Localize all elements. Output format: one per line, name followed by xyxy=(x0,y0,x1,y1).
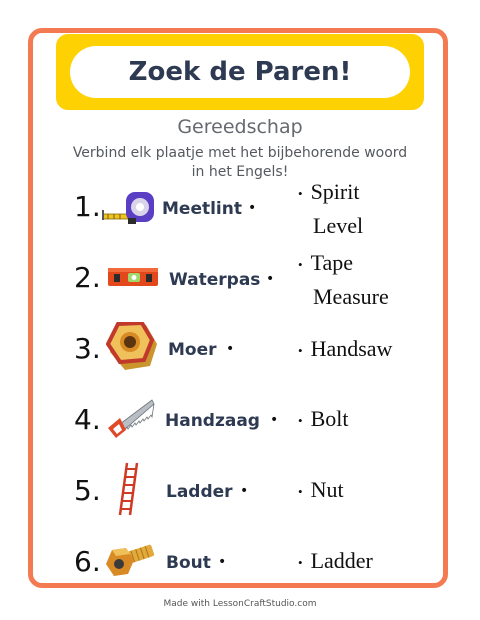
handsaw-icon xyxy=(106,398,156,438)
answer-nut: • Nut xyxy=(298,477,344,502)
item-number: 2. xyxy=(74,261,101,294)
answer-ladder: • Ladder xyxy=(298,548,373,573)
connector-dot: • xyxy=(248,200,257,216)
connector-dot: • xyxy=(266,271,275,287)
answer-tape-measure: • Tape Measure xyxy=(298,250,389,309)
answer-bolt: • Bolt xyxy=(298,406,349,431)
item-number: 3. xyxy=(74,332,101,365)
page-title: Zoek de Paren! xyxy=(128,57,352,87)
nut-icon xyxy=(106,322,158,374)
item-number: 5. xyxy=(74,474,101,507)
answer-handsaw: • Handsaw xyxy=(298,336,393,361)
item-word: Waterpas xyxy=(169,270,261,290)
item-word: Ladder xyxy=(166,482,233,502)
connector-dot: • xyxy=(218,554,227,570)
footer-credit[interactable]: Made with LessonCraftStudio.com xyxy=(163,599,317,609)
tape-measure-icon xyxy=(102,188,158,228)
title-pill xyxy=(70,46,410,98)
connector-dot: • xyxy=(298,342,303,358)
ladder-icon xyxy=(117,462,143,516)
spirit-level-icon xyxy=(108,265,158,291)
answer-spirit-level: • Spirit Level xyxy=(298,179,364,238)
instructions: Verbind elk plaatje met het bijbehorende woord in het Engels! xyxy=(72,145,408,180)
connector-dot: • xyxy=(298,256,303,272)
item-number: 6. xyxy=(74,545,101,578)
connector-dot: • xyxy=(298,554,303,570)
item-number: 4. xyxy=(74,403,101,436)
bolt-icon xyxy=(104,540,158,582)
item-word: Moer xyxy=(168,340,217,360)
connector-dot: • xyxy=(298,412,303,428)
connector-dot: • xyxy=(270,412,279,428)
page-subtitle: Gereedschap xyxy=(177,116,303,138)
item-word: Meetlint xyxy=(162,199,242,219)
item-word: Bout xyxy=(166,553,211,573)
item-word: Handzaag xyxy=(165,411,260,431)
connector-dot: • xyxy=(298,185,303,201)
connector-dot: • xyxy=(298,483,303,499)
connector-dot: • xyxy=(240,483,249,499)
item-number: 1. xyxy=(74,190,101,223)
connector-dot: • xyxy=(226,341,235,357)
